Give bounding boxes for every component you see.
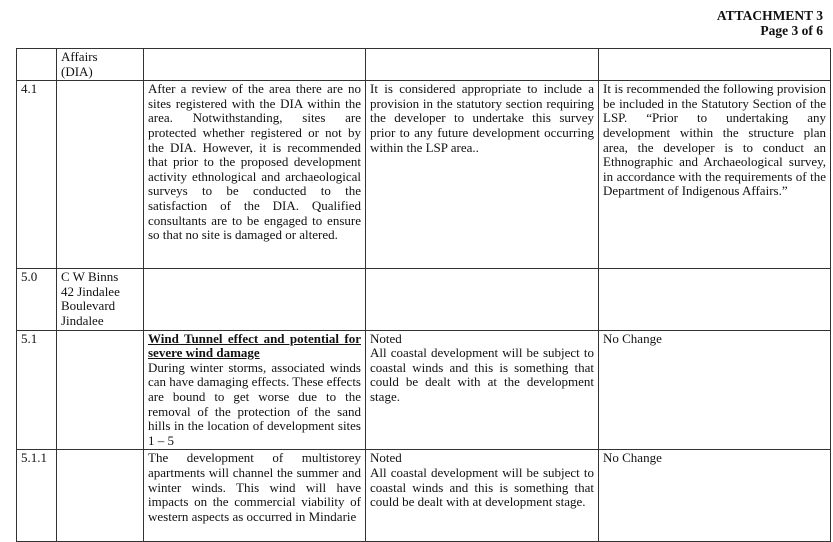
comment-cell (366, 269, 599, 330)
row-number: 5.1.1 (17, 450, 57, 542)
comment-cell: It is considered appropriate to include a provision in the statutory section requiring the developer to undertake this survey prior to any future development occurring within the LSP area.. (366, 81, 599, 269)
table-row (17, 330, 831, 450)
comment-title: Noted (370, 330, 402, 346)
attachment-label: ATTACHMENT 3 (716, 8, 823, 23)
submitter-line: Boulevard (61, 298, 116, 314)
submissions-table (16, 48, 831, 542)
submitter-cell (57, 49, 144, 81)
table-row (17, 81, 831, 269)
comment-text: All coastal development will be subject to coastal winds and this is something that could be dealt with at the development stage. (370, 345, 594, 404)
summary-cell (144, 330, 366, 450)
comment-cell (366, 450, 599, 542)
table-row (17, 450, 831, 542)
row-number: 4.1 (17, 81, 57, 269)
recommendation-cell: No Change (599, 330, 831, 450)
submitter-cell (57, 450, 144, 542)
submitter-cell (57, 81, 144, 269)
row-number: 5.1 (17, 330, 57, 450)
page-header (717, 8, 823, 38)
recommendation-cell (599, 49, 831, 81)
table-row (17, 49, 831, 81)
comment-title: Noted (370, 450, 402, 466)
row-number (17, 49, 57, 81)
recommendation-cell: It is recommended the following provision be included in the Statutory Section of the LSP. “Prior to undertaking any development within the structure plan area, the developer is to conduct an Ethnographic and Archaeological survey, in accordance with the requirements of the Department of Indigenous Affairs.” (599, 81, 831, 269)
summary-cell (144, 269, 366, 330)
page-number: Page 3 of 6 (760, 23, 823, 38)
recommendation-cell: No Change (599, 450, 831, 542)
recommendation-cell (599, 269, 831, 330)
submitter-line: 42 Jindalee (61, 283, 120, 299)
submitter-line: Jindalee (61, 312, 104, 328)
table-row (17, 269, 831, 330)
comment-cell (366, 49, 599, 81)
submitter-line: (DIA) (61, 63, 93, 79)
summary-heading: Wind Tunnel effect and potential for severe wind damage (148, 330, 361, 361)
submitter-line: C W Binns (61, 269, 119, 285)
summary-cell (144, 49, 366, 81)
summary-text: During winter storms, associated winds can have damaging effects. These effects are bound to get worse due to the removal of the protection of the sand hills in the location of development sites 1 – 5 (148, 359, 361, 448)
comment-text: All coastal development will be subject to coastal winds and this is something that could be dealt with at development stage. (370, 464, 594, 510)
summary-cell: After a review of the area there are no sites registered with the DIA within the area. Notwithstanding, sites are protected whether registered or not by the DIA. However, it is recommended that prior to the proposed development activity ethnological and archaeological surveys to be conducted to the satisfaction of the DIA. Qualified consultants are to be engaged to ensure so that no site is damaged or altered. (144, 81, 366, 269)
comment-cell (366, 330, 599, 450)
submitter-cell (57, 269, 144, 330)
row-number: 5.0 (17, 269, 57, 330)
submitter-cell (57, 330, 144, 450)
summary-cell: The development of multistorey apartments will channel the summer and winter winds. This wind will have impacts on the commercial viability of western aspects as occurred in Mindarie (144, 450, 366, 542)
submitter-line: Affairs (61, 49, 98, 64)
